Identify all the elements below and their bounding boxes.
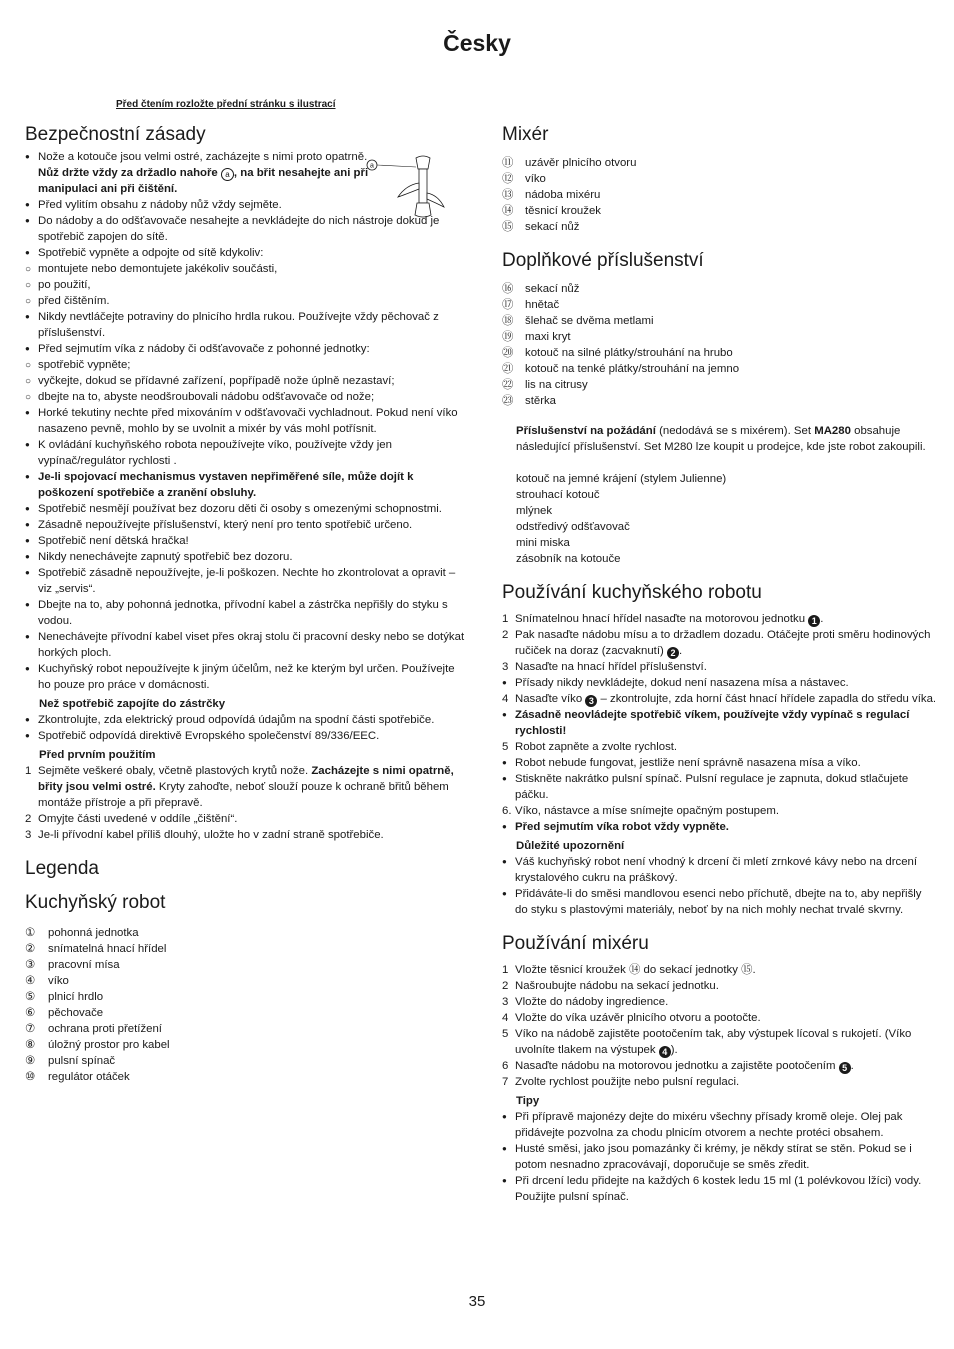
item-label: regulátor otáček: [48, 1071, 130, 1083]
processor-step: 3 Nasaďte na hnací hřídel příslušenství.: [502, 661, 707, 673]
item-label: pěchovače: [48, 1007, 104, 1019]
item-label: těsnicí kroužek: [525, 205, 601, 217]
first-use-heading: Před prvním použitím: [39, 749, 156, 761]
tip-item: ● Při drcení ledu přidejte na každých 6 kostek ledu 15 ml (1 polévkovou lžíci) vody. Použijte pulsní spínač.: [502, 1173, 937, 1205]
safety-subitem: ○ montujete nebo demontujete jakékoliv součásti,: [25, 261, 465, 277]
first-use-step: 2 Omyjte části uvedené v oddíle „čištění“.: [25, 813, 238, 825]
food-processor-part: [25, 973, 465, 989]
tip-item: ● Při přípravě majonézy dejte do mixéru všechny přísady kromě oleje. Olej pak přidávejte pozvolna za chodu plnicím otvorem a nechte protéci obsahem.: [502, 1109, 937, 1141]
processor-step: 2 Pak nasaďte nádobu mísu a to držadlem dozadu. Otáčejte proti směru hodinových ručiček na doraz (zacvaknutí) 2 .: [502, 629, 931, 658]
item-number: ⑪: [502, 157, 514, 169]
safety-item: ● Dbejte na to, aby pohonná jednotka, přívodní kabel a zástrčka nepřišly do styku s vodou.: [25, 597, 465, 629]
blender-step: 7 Zvolte rychlost použijte nebo pulsní regulaci.: [502, 1076, 740, 1088]
processor-bullet: ● Zásadně neovládejte spotřebič víkem, používejte vždy vypínač s regulací rychlosti!: [502, 707, 937, 739]
using-blender-heading: Používání mixéru: [502, 933, 649, 954]
important-item: ● Přidáváte-li do směsi mandlovou esenci nebo příchutě, dbejte na to, aby nepřišly do styku s plastovými materiály, neboť by na nich mohly nechat trvalé skvrny.: [502, 886, 937, 918]
blender-part: [502, 219, 937, 235]
optional-accessory: kotouč na jemné krájení (stylem Julienne): [516, 473, 727, 485]
item-number: ⑰: [502, 299, 514, 311]
processor-step: 4 Nasaďte víko 3 – zkontrolujte, zda horní část hnací hřídele zapadla do středu víka.: [502, 693, 937, 706]
item-number: ⑧: [25, 1039, 36, 1051]
item-number: ①: [25, 927, 36, 939]
accessory-item: [502, 313, 937, 329]
item-number: ⑮: [502, 221, 514, 233]
item-label: víko: [525, 173, 546, 185]
safety-item: ● Před vylitím obsahu z nádoby nůž vždy sejměte.: [25, 197, 465, 213]
item-number: ②: [25, 943, 36, 955]
processor-bullet: ● Přísady nikdy nevkládejte, dokud není nasazena mísa a nástavec.: [502, 675, 937, 691]
food-processor-part: [25, 1053, 465, 1069]
page-title: Česky: [443, 30, 511, 56]
step-4-icon: 4: [659, 1046, 671, 1058]
left-column: [25, 123, 465, 1085]
item-number: ④: [25, 975, 36, 987]
blender-step: 3 Vložte do nádoby ingredience.: [502, 996, 669, 1008]
right-column: [502, 123, 937, 1205]
item-label: lis na citrusy: [525, 379, 588, 391]
item-label: ochrana proti přetížení: [48, 1023, 162, 1035]
item-number: ③: [25, 959, 36, 971]
item-label: plnicí hrdlo: [48, 991, 104, 1003]
item-number: ⑫: [502, 173, 514, 185]
food-processor-part: [25, 1005, 465, 1021]
item-number: ⑯: [502, 283, 514, 295]
first-use-step: 1 Sejměte veškeré obaly, včetně plastových krytů nože. Zacházejte s nimi opatrně, břity jsou velmi ostré. Kryty zahoďte, neboť slouží pouze k ochraně břitů během montáže přístroje a při přepravě.: [25, 765, 454, 809]
blender-list: [502, 155, 937, 235]
step-2-icon: 2: [667, 647, 679, 659]
optional-accessories-text: Příslušenství na požádání (nedodává se s mixérem). Set MA280 obsahuje následující příslušenství. Set M280 lze koupit u prodejce, kde jste robot zakoupili.: [516, 425, 926, 453]
item-label: nádoba mixéru: [525, 189, 601, 201]
processor-bullet: ● Stiskněte nakrátko pulsní spínač. Pulsní regulace je zapnuta, dokud stlačujete páčku.: [502, 771, 937, 803]
item-number: ⑩: [25, 1071, 36, 1083]
safety-item: ● Spotřebič zásadně nepoužívejte, je-li poškozen. Nechte ho zkontrolovat a opravit – viz „servis“.: [25, 565, 465, 597]
item-label: kotouč na silné plátky/strouhání na hrubo: [525, 347, 733, 359]
item-label: snímatelná hnací hřídel: [48, 943, 167, 955]
item-number: ⑳: [502, 347, 514, 359]
accessories-heading: Doplňkové příslušenství: [502, 250, 704, 271]
food-processor-part: [25, 989, 465, 1005]
processor-step: 1 Snímatelnou hnací hřídel nasaďte na motorovou jednotku 1 .: [502, 613, 824, 626]
accessory-item: [502, 329, 937, 345]
item-number: ⑲: [502, 331, 514, 343]
accessory-item: [502, 297, 937, 313]
item-number: ⑭: [502, 205, 514, 217]
item-number: ㉓: [502, 395, 514, 407]
step-5-icon: 5: [839, 1062, 851, 1074]
accessory-item: [502, 361, 937, 377]
safety-subitem: ○ spotřebič vypněte;: [25, 357, 465, 373]
step-3-icon: 3: [585, 695, 597, 707]
safety-item: ● Spotřebič není dětská hračka!: [25, 533, 465, 549]
blender-part: [502, 187, 937, 203]
item-label: pulsní spínač: [48, 1055, 116, 1067]
food-processor-part: [25, 1021, 465, 1037]
blender-part: [502, 203, 937, 219]
safety-item: ● Kuchyňský robot nepoužívejte k jiným účelům, než ke kterým byl určen. Používejte ho pouze pro práce v domácnosti.: [25, 661, 465, 693]
item-label: hnětač: [525, 299, 560, 311]
blender-step: 2 Našroubujte nádobu na sekací jednotku.: [502, 980, 719, 992]
item-label: víko: [48, 975, 69, 987]
food-processor-part: [25, 925, 465, 941]
optional-accessory: strouhací kotouč: [516, 489, 600, 501]
tips-heading: Tipy: [516, 1095, 540, 1107]
safety-item: ● Spotřebič vypněte a odpojte od sítě kdykoliv:: [25, 245, 465, 261]
item-number: ⑤: [25, 991, 36, 1003]
food-processor-list: [25, 925, 465, 1085]
safety-item: ● Nenechávejte přívodní kabel viset přes okraj stolu či pracovní desky nebo se dotýkat horkých ploch.: [25, 629, 465, 661]
plug-heading: Než spotřebič zapojíte do zástrčky: [39, 698, 226, 710]
accessory-item: [502, 345, 937, 361]
safety-subitem: ○ po použití,: [25, 277, 465, 293]
safety-item: ● Do nádoby a do odšťavovače nesahejte a nevkládejte do nich nástroje dokud je spotřebič zapojen do sítě.: [25, 213, 465, 245]
step-1-icon: 1: [808, 615, 820, 627]
blender-part: [502, 155, 937, 171]
safety-item: ● Horké tekutiny nechte před mixováním v odšťavovači vychladnout. Pokud není víko nasazeno pevně, mohlo by se uvolnit a mixér by vás mohl potřísnit.: [25, 405, 465, 437]
using-processor-heading: Používání kuchyňského robotu: [502, 582, 762, 603]
food-processor-part: [25, 941, 465, 957]
item-label: kotouč na tenké plátky/strouhání na jemno: [525, 363, 740, 375]
safety-item: ● Nikdy nenechávejte zapnutý spotřebič bez dozoru.: [25, 549, 465, 565]
plug-item: ● Zkontrolujte, zda elektrický proud odpovídá údajům na spodní části spotřebiče.: [25, 712, 465, 728]
item-number: ⑬: [502, 189, 514, 201]
blender-step: 1 Vložte těsnicí kroužek ⑭ do sekací jednotky ⑮.: [502, 964, 756, 976]
item-number: ⑥: [25, 1007, 36, 1019]
safety-item: ● Před sejmutím víka z nádoby či odšťavovače z pohonné jednotky:: [25, 341, 465, 357]
item-label: uzávěr plnicího otvoru: [525, 157, 637, 169]
food-processor-part: [25, 957, 465, 973]
blender-part: [502, 171, 937, 187]
food-processor-part: [25, 1037, 465, 1053]
blender-step: 5 Víko na nádobě zajistěte pootočením tak, aby výstupek lícoval s rukojetí. (Víko uvolníte tlakem na výstupek 4 ).: [502, 1028, 912, 1057]
accessories-list: [502, 281, 937, 409]
page-number: 35: [468, 1293, 486, 1310]
safety-subitem: ○ vyčkejte, dokud se přídavné zařízení, popřípadě nože úplně nezastaví;: [25, 373, 465, 389]
tip-item: ● Husté směsi, jako jsou pomazánky či krémy, je někdy stírat se stěn. Pokud se i potom nesnadno zpracovávají, doporučuje se směs zředit.: [502, 1141, 937, 1173]
illustration-note: Před čtením rozložte přední stránku s ilustrací: [116, 99, 336, 110]
accessory-item: [502, 281, 937, 297]
safety-item: ● Nože a kotouče jsou velmi ostré, zacházejte s nimi proto opatrně. Nůž držte vždy za držadlo nahoře a , na břit nesahejte ani při manipulaci ani při čištění.: [25, 149, 465, 197]
item-label: sekací nůž: [525, 283, 580, 295]
item-label: sekací nůž: [525, 221, 580, 233]
safety-item: ● Nikdy nevtláčejte potraviny do plnicího hrdla rukou. Používejte vždy pěchovač z příslušenství.: [25, 309, 465, 341]
food-processor-part: [25, 1069, 465, 1085]
safety-item: ● Je-li spojovací mechanismus vystaven nepřiměřené síle, může dojít k poškození spotřebiče a zranění obsluhy.: [25, 469, 465, 501]
processor-bullet: ● Před sejmutím víka robot vždy vypněte.: [502, 819, 937, 835]
safety-heading: Bezpečnostní zásady: [25, 124, 206, 145]
processor-step: 5 Robot zapněte a zvolte rychlost.: [502, 741, 678, 753]
safety-item: ● K ovládání kuchyňského robota nepoužívejte víko, používejte vždy jen vypínač/regulátor rychlosti .: [25, 437, 465, 469]
optional-accessory: mini miska: [516, 537, 570, 549]
item-label: stěrka: [525, 395, 557, 407]
optional-accessory: odstředivý odšťavovač: [516, 521, 630, 533]
item-label: šlehač se dvěma metlami: [525, 315, 654, 327]
food-processor-heading: Kuchyňský robot: [25, 892, 166, 913]
item-number: ㉒: [502, 379, 514, 391]
processor-bullet: ● Robot nebude fungovat, jestliže není správně nasazena mísa a víko.: [502, 755, 937, 771]
item-label: pohonná jednotka: [48, 927, 139, 939]
accessory-item: [502, 377, 937, 393]
important-heading: Důležité upozornění: [516, 840, 625, 852]
svg-text:a: a: [370, 162, 374, 170]
item-number: ⑱: [502, 315, 514, 327]
item-number: ㉑: [502, 363, 514, 375]
legend-heading: Legenda: [25, 858, 99, 879]
optional-accessory: zásobník na kotouče: [516, 553, 621, 565]
blender-step: 6 Nasaďte nádobu na motorovou jednotku a zajistěte pootočením 5 .: [502, 1060, 854, 1073]
safety-subitem: ○ dbejte na to, abyste neodšroubovali nádobu odšťavovače od nože;: [25, 389, 465, 405]
processor-step: 6. Víko, nástavce a míse snímejte opačným postupem.: [502, 805, 780, 817]
item-number: ⑦: [25, 1023, 36, 1035]
safety-item: ● Zásadně nepoužívejte příslušenství, který není pro tento spotřebič určeno.: [25, 517, 465, 533]
accessory-item: [502, 393, 937, 409]
plug-item: ● Spotřebič odpovídá direktivě Evropského společenství 89/336/EEC.: [25, 728, 465, 744]
marker-a-icon: a: [221, 168, 234, 181]
important-item: ● Váš kuchyňský robot není vhodný k drcení či mletí zrnkové kávy nebo na drcení krystalového cukru na práškový.: [502, 854, 937, 886]
item-number: ⑨: [25, 1055, 36, 1067]
item-label: úložný prostor pro kabel: [48, 1039, 170, 1051]
optional-accessories-list: [502, 471, 937, 567]
blender-heading: Mixér: [502, 124, 549, 145]
optional-accessory: mlýnek: [516, 505, 553, 517]
safety-subitem: ○ před čištěním.: [25, 293, 465, 309]
safety-item: ● Spotřebič nesmějí používat bez dozoru děti či osoby s omezenými schopnostmi.: [25, 501, 465, 517]
item-label: maxi kryt: [525, 331, 571, 343]
first-use-step: 3 Je-li přívodní kabel příliš dlouhý, uložte ho v zadní straně spotřebiče.: [25, 829, 384, 841]
item-label: pracovní mísa: [48, 959, 120, 971]
blender-step: 4 Vložte do víka uzávěr plnicího otvoru a pootočte.: [502, 1012, 761, 1024]
